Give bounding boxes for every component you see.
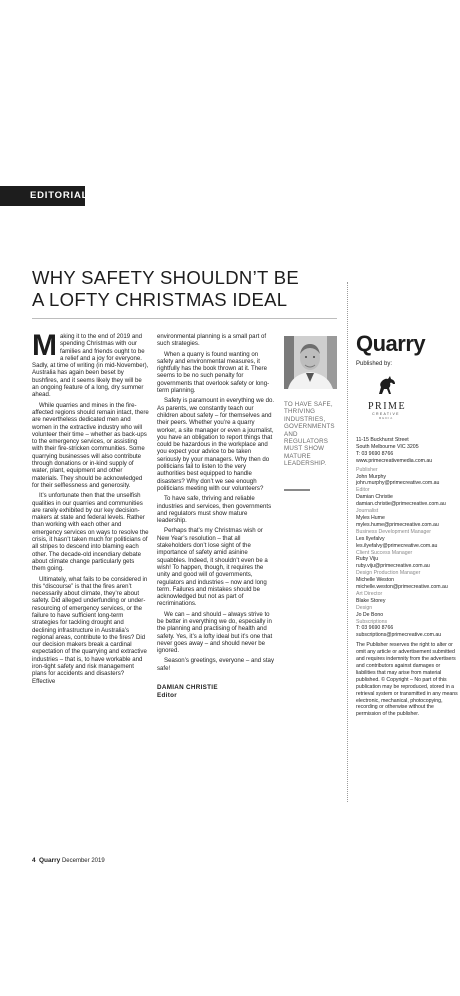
prime-media-subtitle: MEDIA	[378, 416, 394, 420]
article-paragraph: Season’s greetings, everyone – and stay safe!	[157, 657, 274, 672]
staff-name: Michelle Weston	[356, 577, 394, 584]
pull-quote-bar	[284, 489, 310, 491]
article-paragraph: When a quarry is found wanting on safety and environmental measures, it rightfully has the book thrown at it. There seems to be no such penalty for governments that overlook safety or long-term planning.	[157, 350, 270, 395]
article-paragraph: Ultimately, what fails to be considered in this “discourse” is that the fires aren’t necessarily about climate, they’re about safety. Did alleged underfunding or under-resourcing of emergency services, or the failure to have sufficient long-term strategies for tackling drought and declining infrastructure in Australia’s regional areas, contribute to the fires? Did our decision makers break a cardinal expectation of the quarrying and extractive industries – that is, to have workable and iron-tight safety and risk management plans for accidents and disasters? Effective	[32, 575, 148, 685]
phone: T: 03 9690 8766	[356, 450, 394, 457]
masthead	[356, 333, 456, 420]
staff-name: Jo De Bono	[356, 611, 384, 618]
staff-role: Design	[356, 604, 373, 611]
staff-name: Les Ilyefalvy	[356, 535, 385, 542]
staff-name: John Murphy	[356, 473, 386, 480]
address-line: South Melbourne VIC 3205	[356, 443, 419, 450]
staff-name: Myles Hume	[356, 514, 385, 521]
staff-email: michelle.weston@primecreative.com.au	[356, 584, 448, 591]
staff-role: Publisher	[356, 466, 378, 473]
prime-creative-logo	[368, 375, 407, 420]
staff-email: john.murphy@primecreative.com.au	[356, 480, 440, 487]
author-role: Editor	[157, 692, 177, 700]
article-paragraph: Making it to the end of 2019 and spending Christmas with our families and friends ought to be a relief and a joy for everyone. Sadly, at time of writing (in mid-November), Australia has again been beset by bushfires, and it seems likely they will be an ongoing feature of a long, dry summer ahead.	[32, 329, 149, 399]
footer-magazine-name: Quarry	[38, 857, 61, 864]
subscriptions-label: Subscriptions	[356, 618, 388, 625]
website: www.primecreativemedia.com.au	[356, 457, 433, 464]
author-name: DAMIAN CHRISTIE	[157, 684, 218, 692]
staff-email: ruby.viju@primecreative.com.au	[356, 563, 430, 570]
horse-icon	[374, 375, 398, 395]
article-paragraph: It’s unfortunate then that the unselfish qualities in our quarries and communities are rarely exhibited by our key decision-makers at state and federal levels. Rather than working with each other and emergency services on ways to resolve the crisis, it hasn’t taken much for politicians of all stripes to descend into blaming each other. The decade-old incendiary debate about climate change particularly gets them going.	[32, 492, 149, 573]
publisher-disclaimer: The Publisher reserves the right to alter or omit any article or advertisement submitted and requires indemnity from the advertisers and contributors against damages or liabilities that may arise from material published. © Copyright – No part of this publication may be reproduced, stored in a retrieval system or transmitted in any means electronic, mechanical, photocopying, recording or otherwise without the permission of the publisher.	[356, 642, 458, 718]
article-paragraph: environmental planning is a small part of such strategies.	[157, 333, 267, 348]
article-paragraph: To have safe, thriving and reliable industries and services, then governments and regulators must show mature leadership.	[157, 495, 272, 525]
page-number: 4	[32, 857, 36, 864]
column-divider	[347, 282, 348, 802]
prime-wordmark: PRIME	[368, 401, 407, 412]
address-line: 11-15 Buckhurst Street	[356, 437, 409, 443]
staff-role: Art Director	[356, 590, 383, 597]
editor-photo	[284, 336, 337, 389]
published-by-label: Published by:	[356, 361, 393, 367]
article-paragraph: Safety is paramount in everything we do. As parents, we constantly teach our children about safety – for themselves and their peers. Whether you’re a quarry worker, a site manager or even a journalist, you have an obligation to report things that could be hazardous in the workplace and you expect your advice to be taken seriously by your managers. Why then do politicians fail to listen to the very authorities best equipped to handle disasters? Why don’t we see enough politicians meeting with our volunteers?	[157, 397, 275, 492]
staff-role: Journalist	[356, 508, 379, 515]
staff-role: Editor	[356, 487, 370, 494]
footer-issue: December 2019	[61, 858, 105, 864]
staff-name: Blake Storey	[356, 597, 386, 604]
subscriptions-phone: T: 03 9690 8766	[356, 625, 394, 632]
headline-line-1: WHY SAFETY SHOULDN’T BE	[32, 267, 299, 288]
article-paragraph: We can – and should – always strive to be better in everything we do, especially in the planning and practising of health and safety. Yes, it’s a lofty ideal but it’s one that never goes away – and should never be ignored.	[157, 610, 273, 655]
staff-email: myles.hume@primecreative.com.au	[356, 521, 439, 528]
staff-role: Business Development Manager	[356, 528, 431, 535]
masthead-info	[356, 437, 458, 718]
author-signature	[157, 684, 275, 700]
section-tag: EDITORIAL	[0, 186, 85, 206]
staff-name: Ruby Viju	[356, 556, 379, 563]
staff-role: Client Success Manager	[356, 549, 413, 556]
page-footer	[32, 857, 105, 864]
quarry-logo: Quarry	[356, 331, 426, 356]
drop-cap: M	[32, 329, 57, 362]
staff-name: Damian Christie	[356, 494, 393, 501]
prime-creative-subtitle: CREATIVE	[372, 412, 400, 416]
staff-email: les.ilyefalvy@primecreative.com.au	[356, 542, 438, 549]
pull-quote: TO HAVE SAFE, THRIVING INDUSTRIES, GOVERNMENTS AND REGULATORS MUST SHOW MATURE LEADERSHIP.	[284, 401, 335, 468]
subscriptions-email: subscriptions@primecreative.com.au	[356, 632, 442, 639]
staff-role: Design Production Manager	[356, 570, 421, 577]
article-column-2	[157, 333, 275, 700]
headline	[32, 267, 332, 311]
headline-line-2: A LOFTY CHRISTMAS IDEAL	[32, 289, 288, 310]
article-paragraph: While quarries and mines in the fire-affected regions should remain intact, there are nevertheless dedicated men and women in the extractive industry who will volunteer their time – whether as back-ups to the emergency services, or assisting with their fire-stricken communities. Some quarrying businesses will also contribute through donations or in-kind supply of water, plant, equipment and other materials. They should be acknowledged for their selflessness and generosity.	[32, 401, 149, 489]
article-paragraph: Perhaps that’s my Christmas wish or New Year’s resolution – that all stakeholders don’t lose sight of the importance of safety amid asinine squabbles. Indeed, it shouldn’t even be a wish! To happen, though, it requires the unity and good will of governments, regulators and industries – now and long term. Failures and mistakes should be acknowledged but not as part of recriminations.	[157, 527, 268, 608]
headline-rule	[32, 318, 337, 319]
article-column-1	[32, 329, 149, 688]
staff-email: damian.christie@primecreative.com.au	[356, 501, 446, 508]
